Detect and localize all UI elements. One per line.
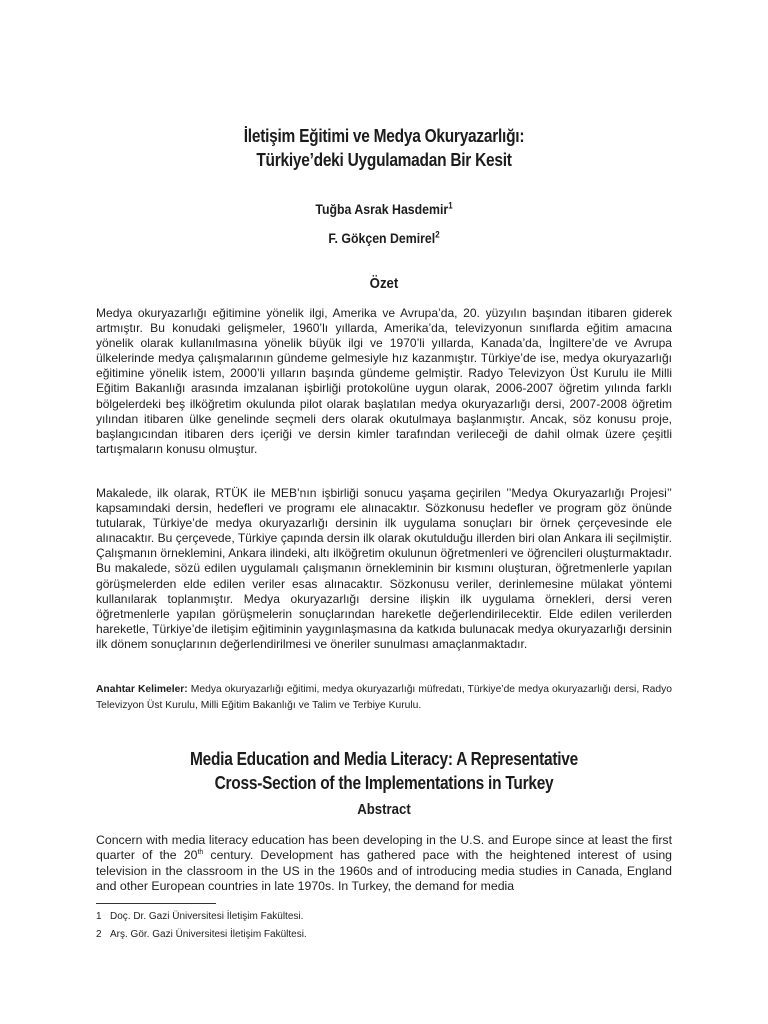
footnote-divider [96, 903, 216, 904]
keywords-text: Medya okuryazarlığı eğitimi, medya okuryazarlığı müfredatı, Türkiye’de medya okuryazarlığı dersi, Radyo Televizyon Üst Kurulu, Milli Eğitim Bakanlığı ve Talim ve Terbiye Kurulu. [96, 684, 673, 711]
turkish-title-line1: İletişim Eğitimi ve Medya Okuryazarlığı: [243, 126, 525, 146]
author-2 [131, 229, 638, 247]
english-title-line1: Media Education and Media Literacy: A Representative [189, 749, 579, 769]
footnote-1-text: Doç. Dr. Gazi Üniversitesi İletişim Fakültesi. [110, 911, 304, 922]
english-paragraph-part1: Concern with media literacy education has been developing in the U.S. and Europe since at least the first quarter of the 20 [96, 833, 672, 863]
author-1-footnote-mark: 1 [448, 200, 453, 211]
turkish-paragraph-1-text: Medya okuryazarlığı eğitimine yönelik ilgi, Amerika ve Avrupa’da, 20. yüzyılın başından itibaren giderek artmıştır. Bu konudaki gelişmeler, 1960’lı yıllarda, Amerika’da, televizyonun sınıflarda eğitim amacına yönelik olarak kullanılmasına yönelik büyük ilgi ve 1970’li yıllarda, Kanada’da, İngiltere’de ve Avrupa ülkelerinde medya çalışmalarının gündeme gelmesiyle hız kazanmıştır. Türkiye’de ise, medya okuryazarlığı eğitimine yönelik istem, 2000’li yılların başında gündeme gelmiştir. Radyo Televizyon Üst Kurulu ile Milli Eğitim Bakanlığı arasında imzalanan işbirliği protokolüne uygun olarak, 2006-2007 öğretim yılında farklı bölgelerdeki beş ilköğretim okulunda pilot olarak başlatılan medya okuryazarlığı dersi, 2007-2008 öğretim yılından itibaren ülke genelinde seçmeli ders olarak okutulmaya başlanmıştır. Ancak, söz konusu proje, başlangıcından itibaren ders içeriği ve dersin kimler tarafından verileceği de dahil olmak üzere çeşitli tartışmaların konusu olmuştur. [96, 306, 672, 456]
english-paragraph-part2: century. Development has gathered pace with the heightened interest of using television in the classroom in the US in the 1960s and of introducing media studies in Canada, England and other European countries in late 1970s. In Turkey, the demand for media [96, 848, 672, 894]
english-title-line2: Cross-Section of the Implementations in Turkey [214, 773, 554, 793]
turkish-paragraph-2-text: Makalede, ilk olarak, RTÜK ile MEB’nın işbirliği sonucu yaşama geçirilen ’’Medya Okuryazarlığı Projesi’’ kapsamındaki dersin, hedefleri ve programı ele alınacaktır. Sözkonusu hedefler ve program göz önünde tutularak, Türkiye’de medya okuryazarlığı dersinin ilk uygulama sonuçları bir örnek çerçevesinde ele alınacaktır. Bu çerçevede, Türkiye çapında dersin ilk olarak okutulduğu illerden biri olan Ankara ili seçilmiştir. Çalışmanın örneklemini, Ankara ilindeki, altı ilköğretim okulunun öğretmenleri ve öğrencileri oluşturmaktadır. Bu makalede, sözü edilen uygulamalı çalışmanın örnekleminin bir kısmını oluşturan, öğretmenlerle yapılan görüşmelerden elde edilen veriler esas alınacaktır. Sözkonusu veriler, derinlemesine mülakat yöntemi kullanılarak toplanmıştır. Medya okuryazarlığı dersine ilişkin ilk uygulama örnekleri, dersi veren öğretmenlerle yapılan görüşmelerin sonuçlarından hareketle değerlendirilecektir. Elde edilen verilerden hareketle, Türkiye’de iletişim eğitiminin yaygınlaşmasına da katkıda bulunacak medya okuryazarlığı dersinin ilk dönem sonuçlarının değerlendirilmesi ve öneriler sunulması amaçlanmaktadır. [96, 486, 672, 651]
author-2-name: F. Gökçen Demirel [328, 230, 436, 246]
footnote-2-number: 2 [96, 929, 102, 940]
turkish-abstract-heading: Özet [369, 275, 399, 292]
keywords [96, 682, 672, 714]
author-1 [131, 200, 638, 218]
footnote-1 [96, 910, 672, 924]
footnote-2 [96, 928, 672, 942]
keywords-label: Anahtar Kelimeler: [96, 684, 188, 695]
turkish-title-line2: Türkiye’deki Uygulamadan Bir Kesit [256, 150, 512, 170]
footnote-2-text: Arş. Gör. Gazi Üniversitesi İletişim Fakültesi. [110, 929, 307, 940]
english-title [96, 747, 672, 795]
author-1-name: Tuğba Asrak Hasdemir [315, 201, 449, 217]
turkish-abstract-paragraph-2 [96, 486, 672, 652]
english-abstract-heading: Abstract [357, 801, 411, 818]
turkish-title [96, 124, 672, 172]
english-paragraph-text [96, 833, 672, 895]
author-2-footnote-mark: 2 [435, 229, 440, 240]
english-abstract-paragraph [96, 833, 672, 895]
footnote-1-number: 1 [96, 911, 102, 922]
english-paragraph-superscript: th [197, 849, 204, 857]
turkish-abstract-paragraph-1 [96, 306, 672, 457]
